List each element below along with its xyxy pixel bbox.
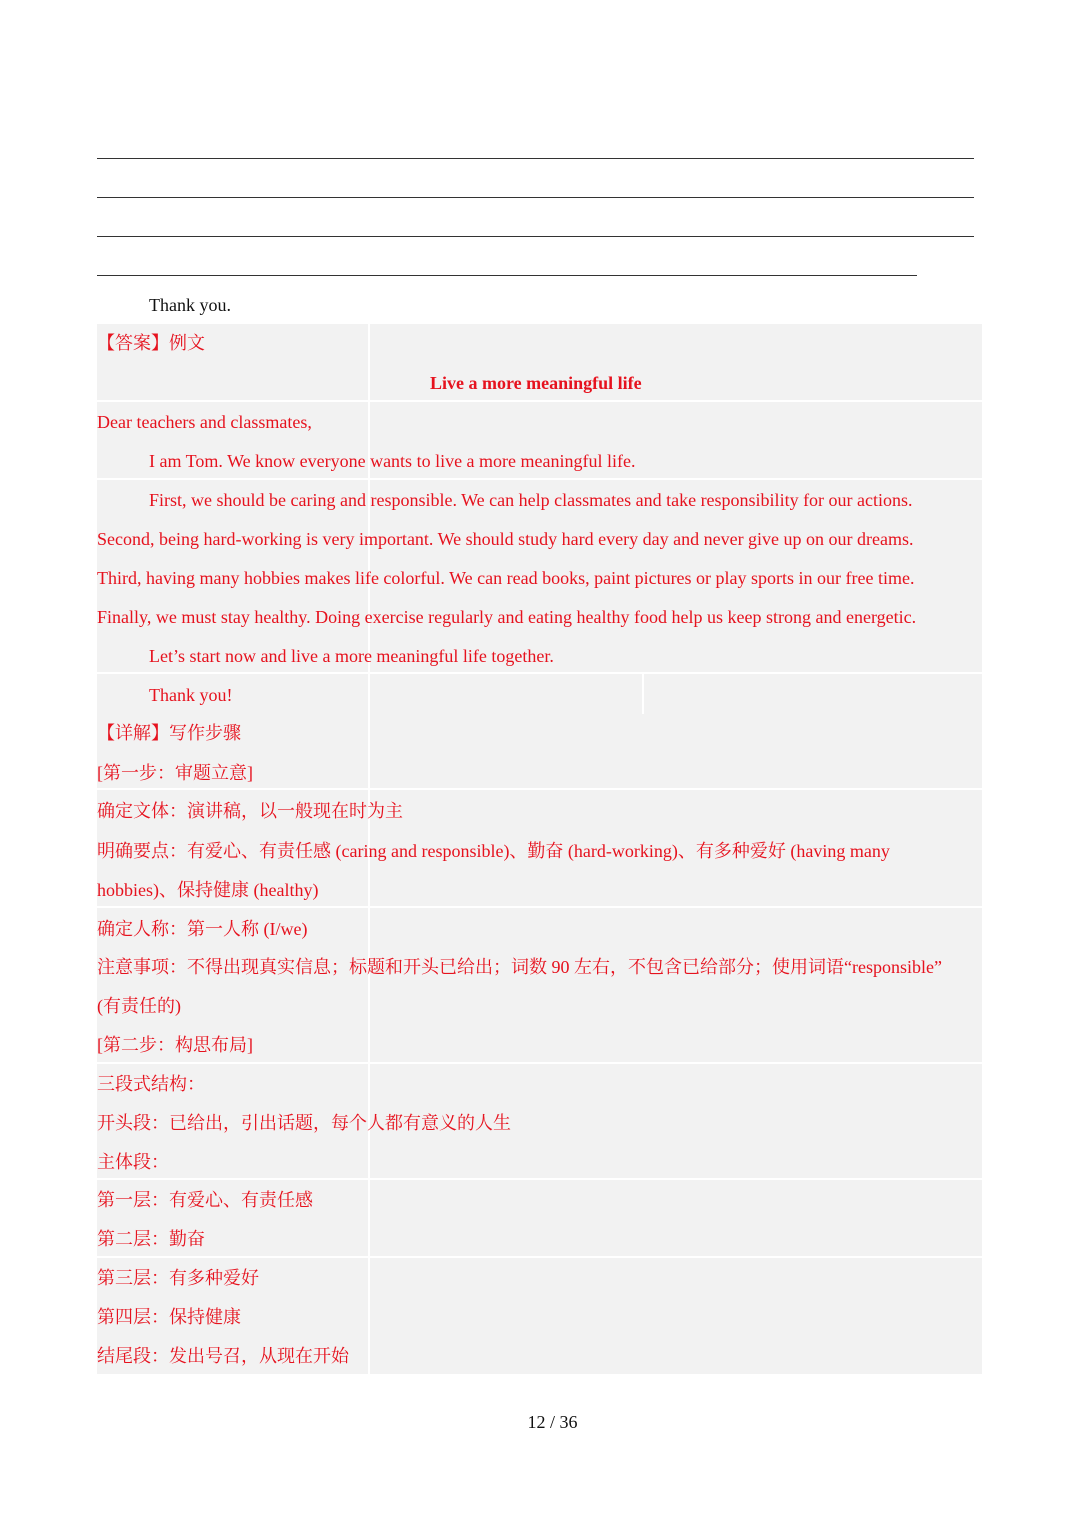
essay-paragraph-1: I am Tom. We know everyone wants to live a more meaningful life. bbox=[149, 451, 636, 471]
explanation-line: 确定文体：演讲稿，以一般现在时为主 bbox=[97, 801, 403, 821]
explanation-line: 明确要点：有爱心、有责任感 (caring and responsible)、勤奋 (hard-working)、有多种爱好 (having many bbox=[97, 841, 890, 861]
explanation-line: [第二步：构思布局] bbox=[97, 1035, 253, 1055]
explanation-line: 注意事项：不得出现真实信息；标题和开头已给出；词数 90 左右，不包含已给部分；使用词语“responsible” bbox=[97, 957, 942, 977]
row-divider bbox=[97, 788, 982, 790]
answer-blank-line-4 bbox=[97, 275, 917, 276]
page-number: 12 / 36 bbox=[527, 1412, 578, 1432]
row-divider bbox=[97, 1256, 982, 1258]
explanation-line: [第一步：审题立意] bbox=[97, 763, 253, 783]
row-divider bbox=[97, 1178, 982, 1180]
essay-conclusion: Let’s start now and live a more meaningful life together. bbox=[149, 646, 554, 666]
essay-title: Live a more meaningful life bbox=[430, 373, 642, 393]
explanation-heading: 【详解】写作步骤 bbox=[97, 723, 241, 743]
essay-body-line: Finally, we must stay healthy. Doing exercise regularly and eating healthy food help us keep strong and energetic. bbox=[97, 607, 917, 627]
row-divider bbox=[97, 906, 982, 908]
row-divider bbox=[97, 672, 982, 674]
column-divider bbox=[642, 674, 644, 714]
answer-blank-line-2 bbox=[97, 197, 974, 198]
explanation-line: 开头段：已给出，引出话题，每个人都有意义的人生 bbox=[97, 1113, 511, 1133]
explanation-line: 第二层：勤奋 bbox=[97, 1229, 205, 1249]
row-divider bbox=[97, 1062, 982, 1064]
answer-blank-line-1 bbox=[97, 158, 974, 159]
essay-thanks: Thank you! bbox=[149, 685, 233, 705]
essay-body-line: Second, being hard-working is very important. We should study hard every day and never give up on our dreams. bbox=[97, 529, 914, 549]
explanation-line: (有责任的) bbox=[97, 996, 181, 1016]
closing-text: Thank you. bbox=[149, 295, 231, 315]
essay-greeting: Dear teachers and classmates, bbox=[97, 412, 312, 432]
answer-heading: 【答案】例文 bbox=[97, 333, 205, 353]
answer-blank-line-3 bbox=[97, 236, 974, 237]
explanation-line: hobbies)、保持健康 (healthy) bbox=[97, 880, 319, 900]
explanation-line: 第四层：保持健康 bbox=[97, 1307, 241, 1327]
essay-body-line: Third, having many hobbies makes life colorful. We can read books, paint pictures or play sports in our free time. bbox=[97, 568, 915, 588]
row-divider bbox=[97, 400, 982, 402]
row-divider bbox=[97, 478, 982, 480]
essay-body-line: First, we should be caring and responsible. We can help classmates and take responsibility for our actions. bbox=[149, 490, 913, 510]
explanation-line: 第三层：有多种爱好 bbox=[97, 1268, 259, 1288]
explanation-line: 三段式结构： bbox=[97, 1074, 205, 1094]
explanation-line: 第一层：有爱心、有责任感 bbox=[97, 1190, 313, 1210]
explanation-line: 结尾段：发出号召，从现在开始 bbox=[97, 1346, 349, 1366]
explanation-line: 主体段： bbox=[97, 1152, 169, 1172]
explanation-line: 确定人称：第一人称 (I/we) bbox=[97, 919, 308, 939]
